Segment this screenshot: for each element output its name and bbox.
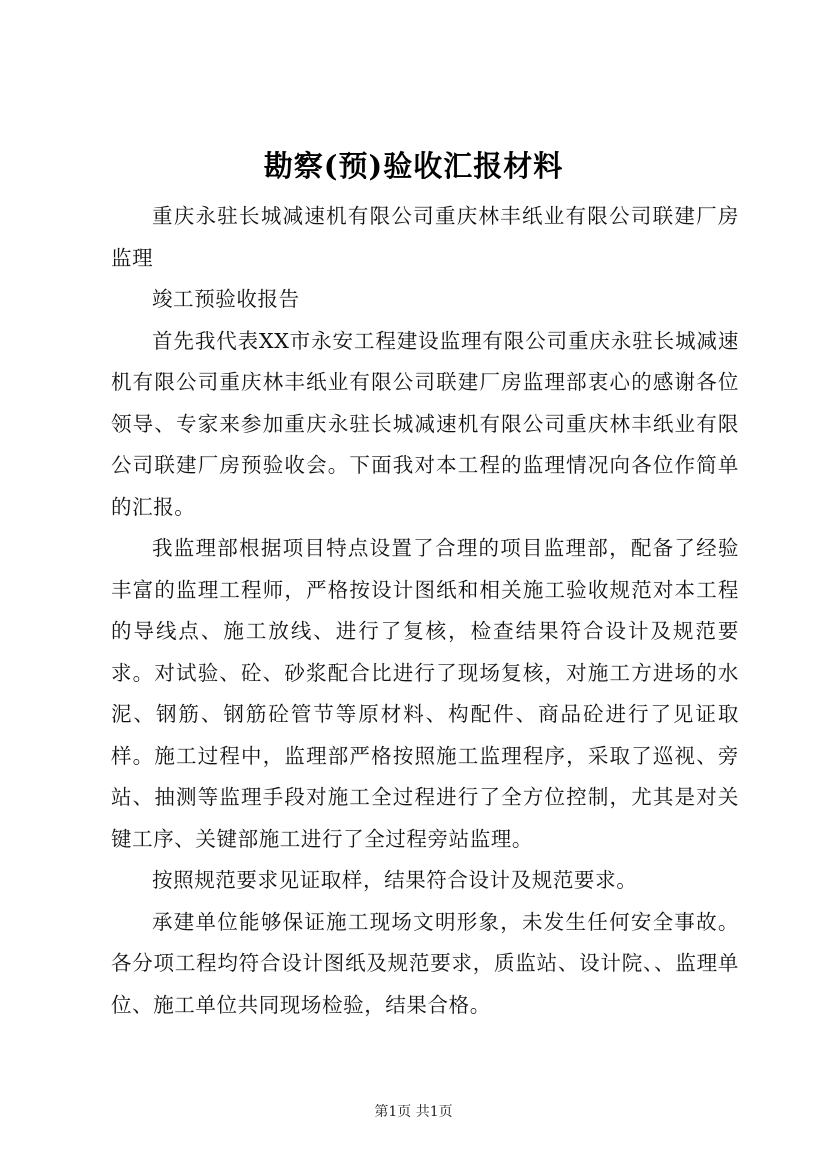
paragraph-intro: 首先我代表XX市永安工程建设监理有限公司重庆永驻长城减速机有限公司重庆林丰纸业有限公司联建厂房监理部衷心的感谢各位领导、专家来参加重庆永驻长城减速机有限公司重庆林丰纸业有限公司联建厂房预验收会。下面我对本工程的监理情况向各位作简单的汇报。 — [111, 328, 739, 519]
page-number-label: 第1页 共1页 — [374, 1104, 453, 1120]
paragraph-conclusion: 承建单位能够保证施工现场文明形象，未发生任何安全事故。各分项工程均符合设计图纸及规范要求，质监站、设计院、、监理单位、施工单位共同现场检验，结果合格。 — [111, 909, 739, 1017]
paragraph-supervision-work: 我监理部根据项目特点设置了合理的项目监理部，配备了经验丰富的监理工程师，严格按设计图纸和相关施工验收规范对本工程的导线点、施工放线、进行了复核，检查结果符合设计及规范要求。对试验、砼、砂浆配合比进行了现场复核，对施工方进场的水泥、钢筋、钢筋砼管节等原材料、构配件、商品砼进行了见证取样。施工过程中，监理部严格按照施工监理程序，采取了巡视、旁站、抽测等监理手段对施工全过程进行了全方位控制，尤其是对关键工序、关键部施工进行了全过程旁站监理。 — [111, 536, 739, 851]
paragraph-project-name: 重庆永驻长城减速机有限公司重庆林丰纸业有限公司联建厂房监理 — [111, 204, 739, 270]
document-body — [111, 196, 739, 1026]
paragraph-sampling: 按照规范要求见证取样，结果符合设计及规范要求。 — [152, 868, 638, 892]
paragraph-report-type: 竣工预验收报告 — [152, 287, 300, 311]
page-footer — [0, 1102, 827, 1122]
document-title: 勘察(预)验收汇报材料 — [263, 149, 564, 183]
